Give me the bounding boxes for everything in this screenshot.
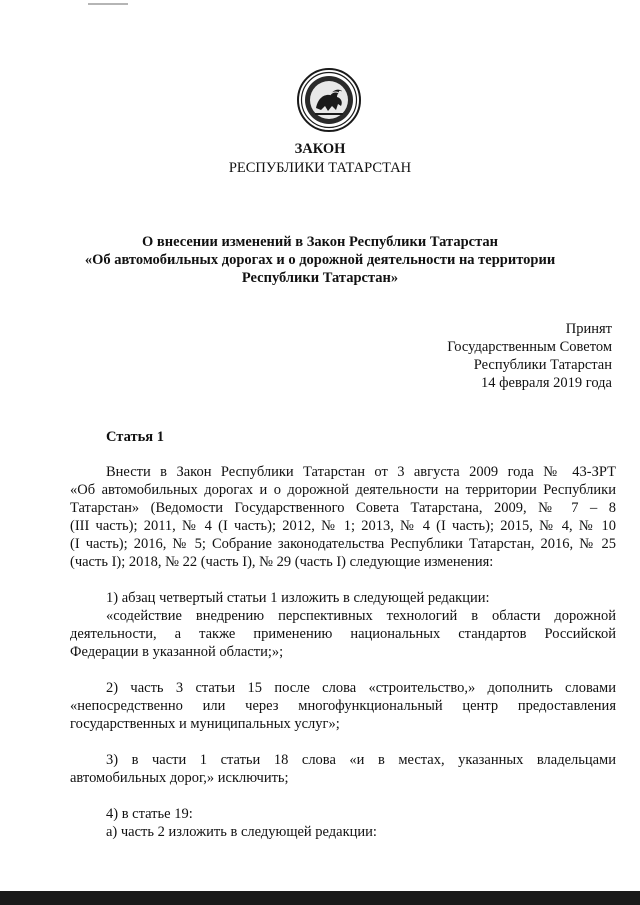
adoption-date: 14 февраля 2019 года [480,375,612,391]
scan-bottom-edge [0,891,640,905]
adoption-line-1: Принят [565,321,612,337]
item-3-line: автомобильных дорог,» исключить; [70,770,289,786]
item-1-text-line: деятельности, а также применению национальных стандартов Российской [70,626,616,642]
law-subject-line-1: О внесении изменений в Закон Республики Татарстан [142,234,498,250]
item-1-text-line: Федерации в указанной области;»; [70,644,284,660]
paragraph-line: Татарстан» (Ведомости Государственного Совета Татарстана, 2009, № 7 – 8 [70,500,616,516]
paragraph-line: (часть I); 2018, № 22 (часть I), № 29 (часть I) следующие изменения: [70,554,494,570]
item-1-lead: 1) абзац четвертый статьи 1 изложить в следующей редакции: [106,590,490,606]
law-subject-line-2: «Об автомобильных дорогах и о дорожной деятельности на территории [84,252,556,268]
law-subject-line-3: Республики Татарстан» [241,270,399,286]
adoption-line-2: Государственным Советом [447,339,612,355]
adoption-line-3: Республики Татарстан [473,357,612,373]
item-1-text-line: «содействие внедрению перспективных технологий в области дорожной [106,608,616,624]
item-3-line: 3) в части 1 статьи 18 слова «и в местах, указанных владельцами [106,752,616,768]
tatarstan-emblem-icon [297,68,361,132]
item-4-sub-a: а) часть 2 изложить в следующей редакции: [106,824,377,840]
item-4-lead: 4) в статье 19: [106,806,193,822]
item-2-line: 2) часть 3 статьи 15 после слова «строительство,» дополнить словами [106,680,616,696]
article-heading: Статья 1 [106,429,164,445]
item-2-line: «непосредственно или через многофункциональный центр предоставления [70,698,616,714]
scan-artifact [88,3,128,5]
item-2-line: государственных и муниципальных услуг»; [70,716,340,732]
law-subtitle: РЕСПУБЛИКИ ТАТАРСТАН [228,160,412,176]
paragraph-line: (III часть); 2011, № 4 (I часть); 2012, № 1; 2013, № 4 (I часть); 2015, № 4, № 10 [70,518,616,534]
paragraph-line: (I часть); 2016, № 5; Собрание законодательства Республики Татарстан, 2016, № 25 [70,536,616,552]
law-title: ЗАКОН [294,141,346,157]
paragraph-line: «Об автомобильных дорогах и о дорожной деятельности на территории Республики [70,482,616,498]
paragraph-line: Внести в Закон Республики Татарстан от 3 августа 2009 года № 43-ЗРТ [106,464,616,480]
